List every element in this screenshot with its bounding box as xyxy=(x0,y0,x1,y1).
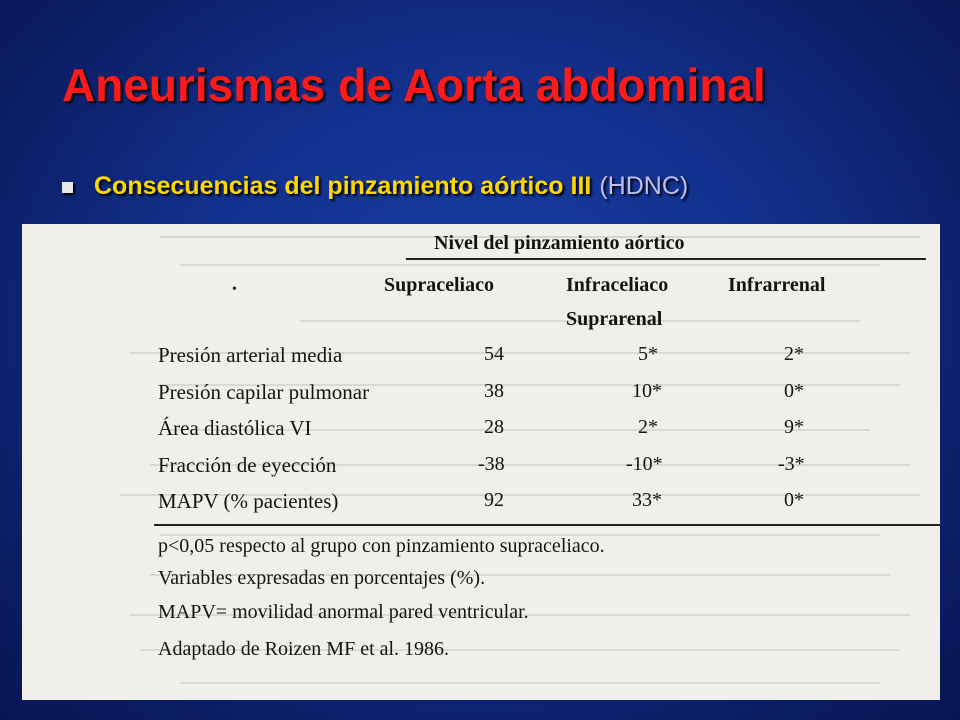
table-group-header: Nivel del pinzamiento aórtico xyxy=(434,232,685,254)
table-cell: -38 xyxy=(478,453,505,475)
table-bottom-rule xyxy=(154,524,940,526)
table-cell: 10* xyxy=(632,380,662,402)
bullet-item xyxy=(62,172,688,201)
row-label: Presión capilar pulmonar xyxy=(158,380,370,404)
table-cell: 0* xyxy=(784,380,804,402)
bullet-text: Consecuencias del pinzamiento aórtico III xyxy=(94,172,592,200)
group-header-rule xyxy=(406,258,926,260)
slide-title: Aneurismas de Aorta abdominal xyxy=(62,59,766,111)
column-header: Supraceliaco xyxy=(384,274,494,296)
table-cell: 5* xyxy=(638,343,658,365)
stray-mark: • xyxy=(232,282,237,297)
column-subheader: Suprarenal xyxy=(566,308,663,330)
table-cell: 2* xyxy=(784,343,804,365)
bullet-tag: (HDNC) xyxy=(599,172,689,200)
table-cell: 28 xyxy=(484,416,504,438)
table-cell: 38 xyxy=(484,380,504,402)
table-cell: 9* xyxy=(784,416,804,438)
table-cell: 92 xyxy=(484,489,504,511)
table-cell: 54 xyxy=(484,343,504,365)
table-footnote: Adaptado de Roizen MF et al. 1986. xyxy=(158,638,450,660)
table-footnote: MAPV= movilidad anormal pared ventricular. xyxy=(158,601,529,623)
row-label: Presión arterial media xyxy=(158,343,343,367)
table-cell: 33* xyxy=(632,489,662,511)
table-footnote: Variables expresadas en porcentajes (%). xyxy=(158,567,486,589)
table-cell: 2* xyxy=(638,416,658,438)
square-bullet-icon xyxy=(62,182,73,193)
row-label: Fracción de eyección xyxy=(158,453,337,477)
column-header: Infraceliaco xyxy=(566,274,669,296)
table-cell: -10* xyxy=(626,453,663,475)
scanned-table-image xyxy=(22,224,940,700)
row-label: MAPV (% pacientes) xyxy=(158,489,339,513)
table-cell: 0* xyxy=(784,489,804,511)
table-cell: -3* xyxy=(778,453,805,475)
table-footnote: p<0,05 respecto al grupo con pinzamiento supraceliaco. xyxy=(158,535,605,557)
column-header: Infrarrenal xyxy=(728,274,826,296)
row-label: Área diastólica VI xyxy=(158,416,312,440)
